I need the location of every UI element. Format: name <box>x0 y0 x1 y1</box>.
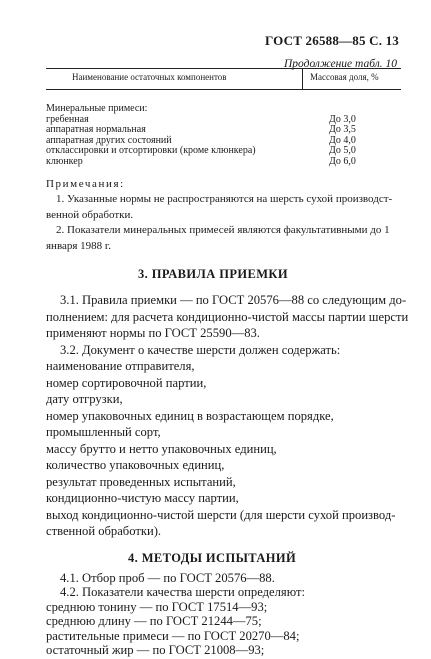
section-4-title: 4. МЕТОДЫ ИСПЫТАНИЙ <box>128 551 297 565</box>
list-item: номер упаковочных единиц в возрастающем порядке, <box>46 408 334 423</box>
para-3-1-line-1: 3.1. Правила приемки — по ГОСТ 20576—88 со следующим до- <box>60 293 407 307</box>
row-name: гребенная <box>46 113 89 125</box>
list-item: промышленный сорт, <box>46 425 161 439</box>
row-name: аппаратная других состояний <box>46 134 172 146</box>
row-value: До 3,0 <box>329 113 356 125</box>
list-item: выход кондиционно-чистой шерсти (для шерсти сухой производ- <box>46 507 396 522</box>
list-item: среднюю тонину — по ГОСТ 17514—93; <box>46 599 268 614</box>
row-name: клюнкер <box>46 156 83 167</box>
note-2-line-1: 2. Показатели минеральных примесей являются факультативными до 1 <box>56 224 390 236</box>
para-4-2: 4.2. Показатели качества шерсти определяют: <box>60 585 305 599</box>
note-2-line-2: января 1988 г. <box>46 239 111 252</box>
section-3-title: 3. ПРАВИЛА ПРИЕМКИ <box>138 267 289 281</box>
table-row <box>46 157 401 168</box>
row-name: отклассировки и отсортировки (кроме клюнкера) <box>46 145 256 157</box>
list-item-continuation: ственной обработки). <box>46 524 162 538</box>
row-name: Минеральные примеси: <box>46 103 148 114</box>
para-3-2: 3.2. Документ о качестве шерсти должен содержать: <box>60 342 341 357</box>
table-column-divider <box>302 68 303 89</box>
list-item: растительные примеси — по ГОСТ 20270—84; <box>46 628 300 643</box>
list-item: среднюю длину — по ГОСТ 21244—75; <box>46 614 262 628</box>
table-header-rule <box>46 89 401 90</box>
table-header-value: Массовая доля, % <box>310 72 379 82</box>
notes-title: Примечания: <box>46 178 125 190</box>
list-item: наименование отправителя, <box>46 359 195 373</box>
row-name: аппаратная нормальная <box>46 124 146 136</box>
table-continuation-caption: Продолжение табл. 10 <box>284 58 397 70</box>
list-item: количество упаковочных единиц, <box>46 458 225 472</box>
list-item: кондиционно-чистую массу партии, <box>46 491 239 505</box>
row-value: До 5,0 <box>329 145 356 157</box>
row-value: До 6,0 <box>329 156 356 167</box>
page-header-standard: ГОСТ 26588—85 С. 13 <box>265 33 399 48</box>
table-top-rule <box>46 68 401 69</box>
list-item: результат проведенных испытаний, <box>46 474 236 489</box>
para-4-1: 4.1. Отбор проб — по ГОСТ 20576—88. <box>60 570 275 585</box>
row-value: До 3,5 <box>329 124 356 136</box>
list-item: номер сортировочной партии, <box>46 375 207 390</box>
table-row <box>46 104 401 115</box>
list-item: дату отгрузки, <box>46 392 123 406</box>
list-item: остаточный жир — по ГОСТ 21008—93; <box>46 643 265 657</box>
para-3-1-line-2: полнением: для расчета кондиционно-чистой массы партии шерсти <box>46 309 409 324</box>
list-item: массу брутто и нетто упаковочных единиц, <box>46 441 277 456</box>
note-1-line-1: 1. Указанные нормы не распространяются на шерсть сухой производст- <box>56 193 393 205</box>
note-1-line-2: венной обработки. <box>46 208 134 221</box>
row-value: До 4,0 <box>329 134 356 146</box>
table-header-name: Наименование остаточных компонентов <box>72 72 227 82</box>
para-3-1-line-3: применяют нормы по ГОСТ 25590—83. <box>46 326 260 340</box>
